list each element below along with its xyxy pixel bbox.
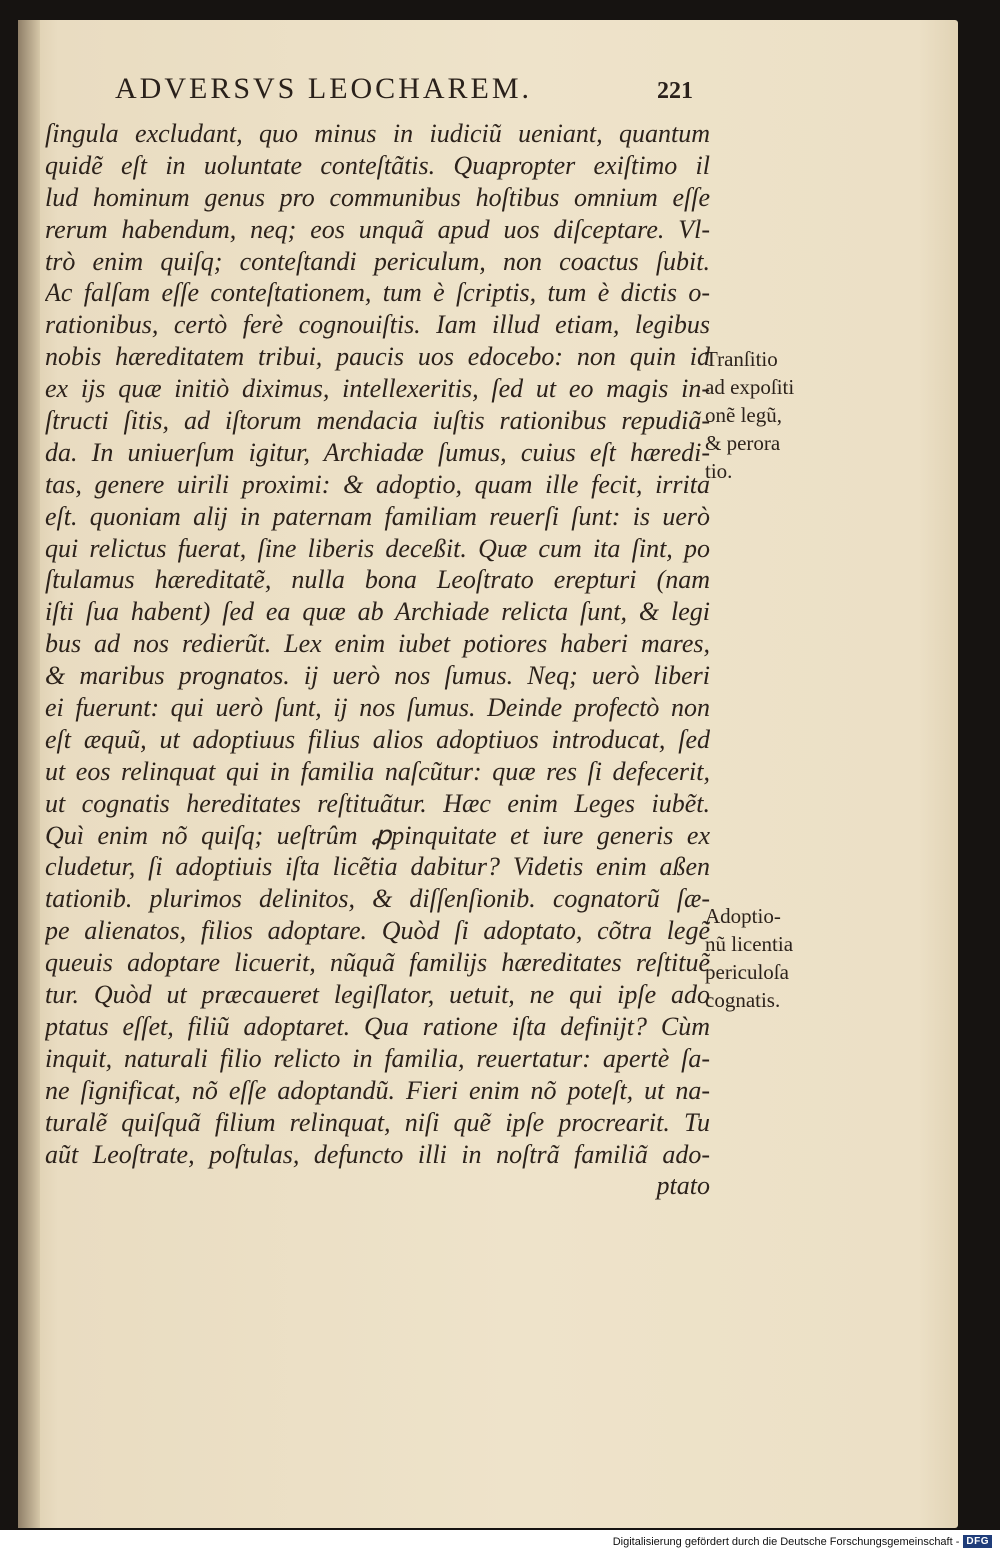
text-line: lud hominum genus pro communibus hoſtibus omnium eſſe: [45, 182, 710, 212]
text-line: iſti ſua habent) ſed ea quæ ab Archiade relicta ſunt, & legi: [45, 597, 710, 627]
marginal-note-line: cognatis.: [705, 988, 781, 1012]
text-line: tas, genere uirili proximi: & adoptio, quam ille fecit, irrita: [45, 469, 710, 499]
text-line: nobis hæreditatem tribui, paucis uos edocebo: non quin id: [45, 342, 710, 372]
text-line: ut eos relinquat qui in familia naſcũtur: quæ res ſi defecerit,: [45, 756, 710, 786]
text-line: ptatus eſſet, filiũ adoptaret. Qua ratione iſta definijt? Cùm: [45, 1011, 710, 1041]
marginal-note-transition: [705, 345, 794, 485]
text-line: queuis adoptare licuerit, nũquã familijs hæreditates reſtituẽ: [45, 948, 710, 978]
marginal-note-line: tio.: [705, 459, 733, 483]
text-line: turalẽ quiſquã filium relinquat, niſi quẽ ipſe procrearit. Tu: [45, 1107, 710, 1137]
text-line: Quì enim nõ quiſq; ueſtrûm ꝓpinquitate et iure generis ex: [45, 820, 710, 850]
text-line: rerum habendum, neq; eos unquã apud uos diſceptare. Vl-: [45, 214, 710, 244]
text-line: Ac falſam eſſe conteſtationem, tum è ſcriptis, tum è dictis o-: [45, 278, 710, 308]
text-line: pe alienatos, filios adoptare. Quòd ſi adoptato, cõtra legẽ: [45, 916, 710, 946]
page-gutter-shadow: [18, 20, 40, 1528]
marginal-note-line: & perora: [705, 431, 781, 455]
text-line: da. In uniuerſum igitur, Archiadæ ſumus, cuius eſt hæredi-: [45, 437, 710, 467]
marginal-note-line: Adoptio-: [705, 904, 781, 928]
text-line: aũt Leoſtrate, poſtulas, defuncto illi in noſtrã familiã ado-: [45, 1139, 710, 1169]
text-line: ſtulamus hæreditatẽ, nulla bona Leoſtrato erepturi (nam: [45, 565, 710, 595]
page-number: 221: [657, 78, 693, 104]
text-line: inquit, naturali filio relicto in familia, reuertatur: apertè ſa-: [45, 1043, 710, 1073]
text-line: ut cognatis hereditates reſtituãtur. Hæc enim Leges iubẽt.: [45, 788, 710, 818]
marginal-note-line: Tranſitio: [705, 347, 778, 371]
text-line: & maribus prognatos. ij uerò nos ſumus. Neq; uerò liberi: [45, 661, 710, 691]
text-line: ſtructi ſitis, ad iſtorum mendacia iuſtis rationibus repudiã-: [45, 406, 710, 436]
digitization-credit: [613, 1535, 992, 1548]
text-line: rationibus, certò ferè cognouiſtis. Iam illud etiam, legibus: [45, 310, 710, 340]
marginal-note-line: periculoſa: [705, 960, 789, 984]
text-line: tur. Quòd ut præcaueret legiſlator, uetuit, ne qui ipſe ado: [45, 980, 710, 1010]
text-line: eſt. quoniam alij in paternam familiam reuerſi ſunt: is uerò: [45, 501, 710, 531]
text-line: quidẽ eſt in uoluntate conteſtãtis. Quapropter exiſtimo il: [45, 150, 710, 180]
text-line: ſingula excludant, quo minus in iudiciũ ueniant, quantum: [45, 119, 710, 148]
running-header: ADVERSVS LEOCHAREM.: [115, 72, 533, 105]
marginal-note-line: onẽ legũ,: [705, 403, 782, 427]
text-line: ne ſignificat, nõ eſſe adoptandũ. Fieri enim nõ poteſt, ut na-: [45, 1075, 710, 1105]
text-line: eſt æquũ, ut adoptiuus filius alios adoptiuos introducat, ſed: [45, 724, 710, 754]
text-line: tationib. plurimos delinitos, & diſſenſionib. cognatorũ ſæ-: [45, 884, 710, 914]
text-line: ei fuerunt: qui uerò ſunt, ij nos ſumus. Deinde profectò non: [45, 693, 710, 723]
marginal-note-adoption: [705, 902, 793, 1014]
marginal-note-line: ad expoſiti: [705, 375, 795, 399]
text-line: trò enim quiſq; conteſtandi periculum, non coactus ſubit.: [45, 246, 710, 276]
dfg-logo: DFG: [963, 1535, 992, 1548]
body-text: [45, 118, 710, 1202]
text-line: qui relictus fuerat, ſine liberis deceßit. Quæ cum ita ſint, po: [45, 533, 710, 563]
text-line: cludetur, ſi adoptiuis iſta licẽtia dabitur? Videtis enim aßen: [45, 852, 710, 882]
credit-text: Digitalisierung gefördert durch die Deutsche Forschungsgemeinschaft -: [612, 1535, 960, 1548]
text-line: ex ijs quæ initiò diximus, intellexeritis, ſed ut eo magis in-: [45, 374, 710, 404]
text-line: ptato: [656, 1171, 710, 1201]
marginal-note-line: nũ licentia: [705, 932, 794, 956]
text-line: bus ad nos redierũt. Lex enim iubet potiores haberi mares,: [45, 629, 710, 659]
